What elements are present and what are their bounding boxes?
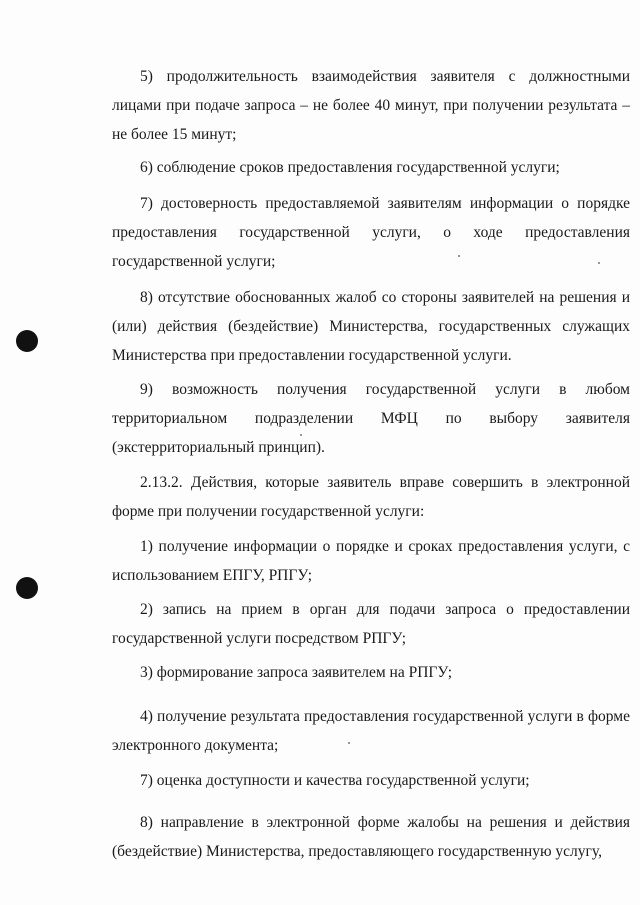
paragraph-item-5-duration: 5) продолжительность взаимодействия заявителя с должностными лицами при подаче запроса – не более 40 минут, при получении результата – не более 15 минут;	[112, 68, 630, 143]
paragraph-item-7-reliability: 7) достоверность предоставляемой заявителям информации о порядке предоставления государственной услуги, о ходе предоставления государственной услуги;	[112, 195, 630, 270]
paragraph-action-8-complaint: 8) направление в электронной форме жалобы на решения и действия (бездействие) Министерства, предоставляющего государственную услугу,	[112, 814, 630, 860]
paragraph-action-3-request: 3) формирование запроса заявителем на РПГУ;	[140, 664, 453, 681]
paragraph-action-7-evaluation: 7) оценка доступности и качества государственной услуги;	[140, 772, 530, 789]
paragraph-action-1-information: 1) получение информации о порядке и сроках предоставления услуги, с использованием ЕПГУ, РПГУ;	[112, 538, 630, 584]
paragraph-action-4-result: 4) получение результата предоставления государственной услуги в форме электронного документа;	[112, 708, 630, 754]
paragraph-item-6-deadlines: 6) соблюдение сроков предоставления государственной услуги;	[140, 159, 560, 176]
punch-hole-bottom	[16, 577, 38, 599]
punch-hole-top	[16, 330, 38, 352]
paragraph-item-9-mfc: 9) возможность получения государственной услуги в любом территориальном подразделении МФЦ по выбору заявителя (экстерриториальный принцип).	[112, 381, 630, 456]
paragraph-action-2-appointment: 2) запись на прием в орган для подачи запроса о предоставлении государственной услуги посредством РПГУ;	[112, 601, 630, 647]
paragraph-section-2-13-2: 2.13.2. Действия, которые заявитель вправе совершить в электронной форме при получении государственной услуги:	[112, 474, 630, 520]
paragraph-item-8-complaints: 8) отсутствие обоснованных жалоб со стороны заявителей на решения и (или) действия (бездействие) Министерства, государственных служащих Министерства при предоставлении государственной услуги.	[112, 289, 630, 364]
